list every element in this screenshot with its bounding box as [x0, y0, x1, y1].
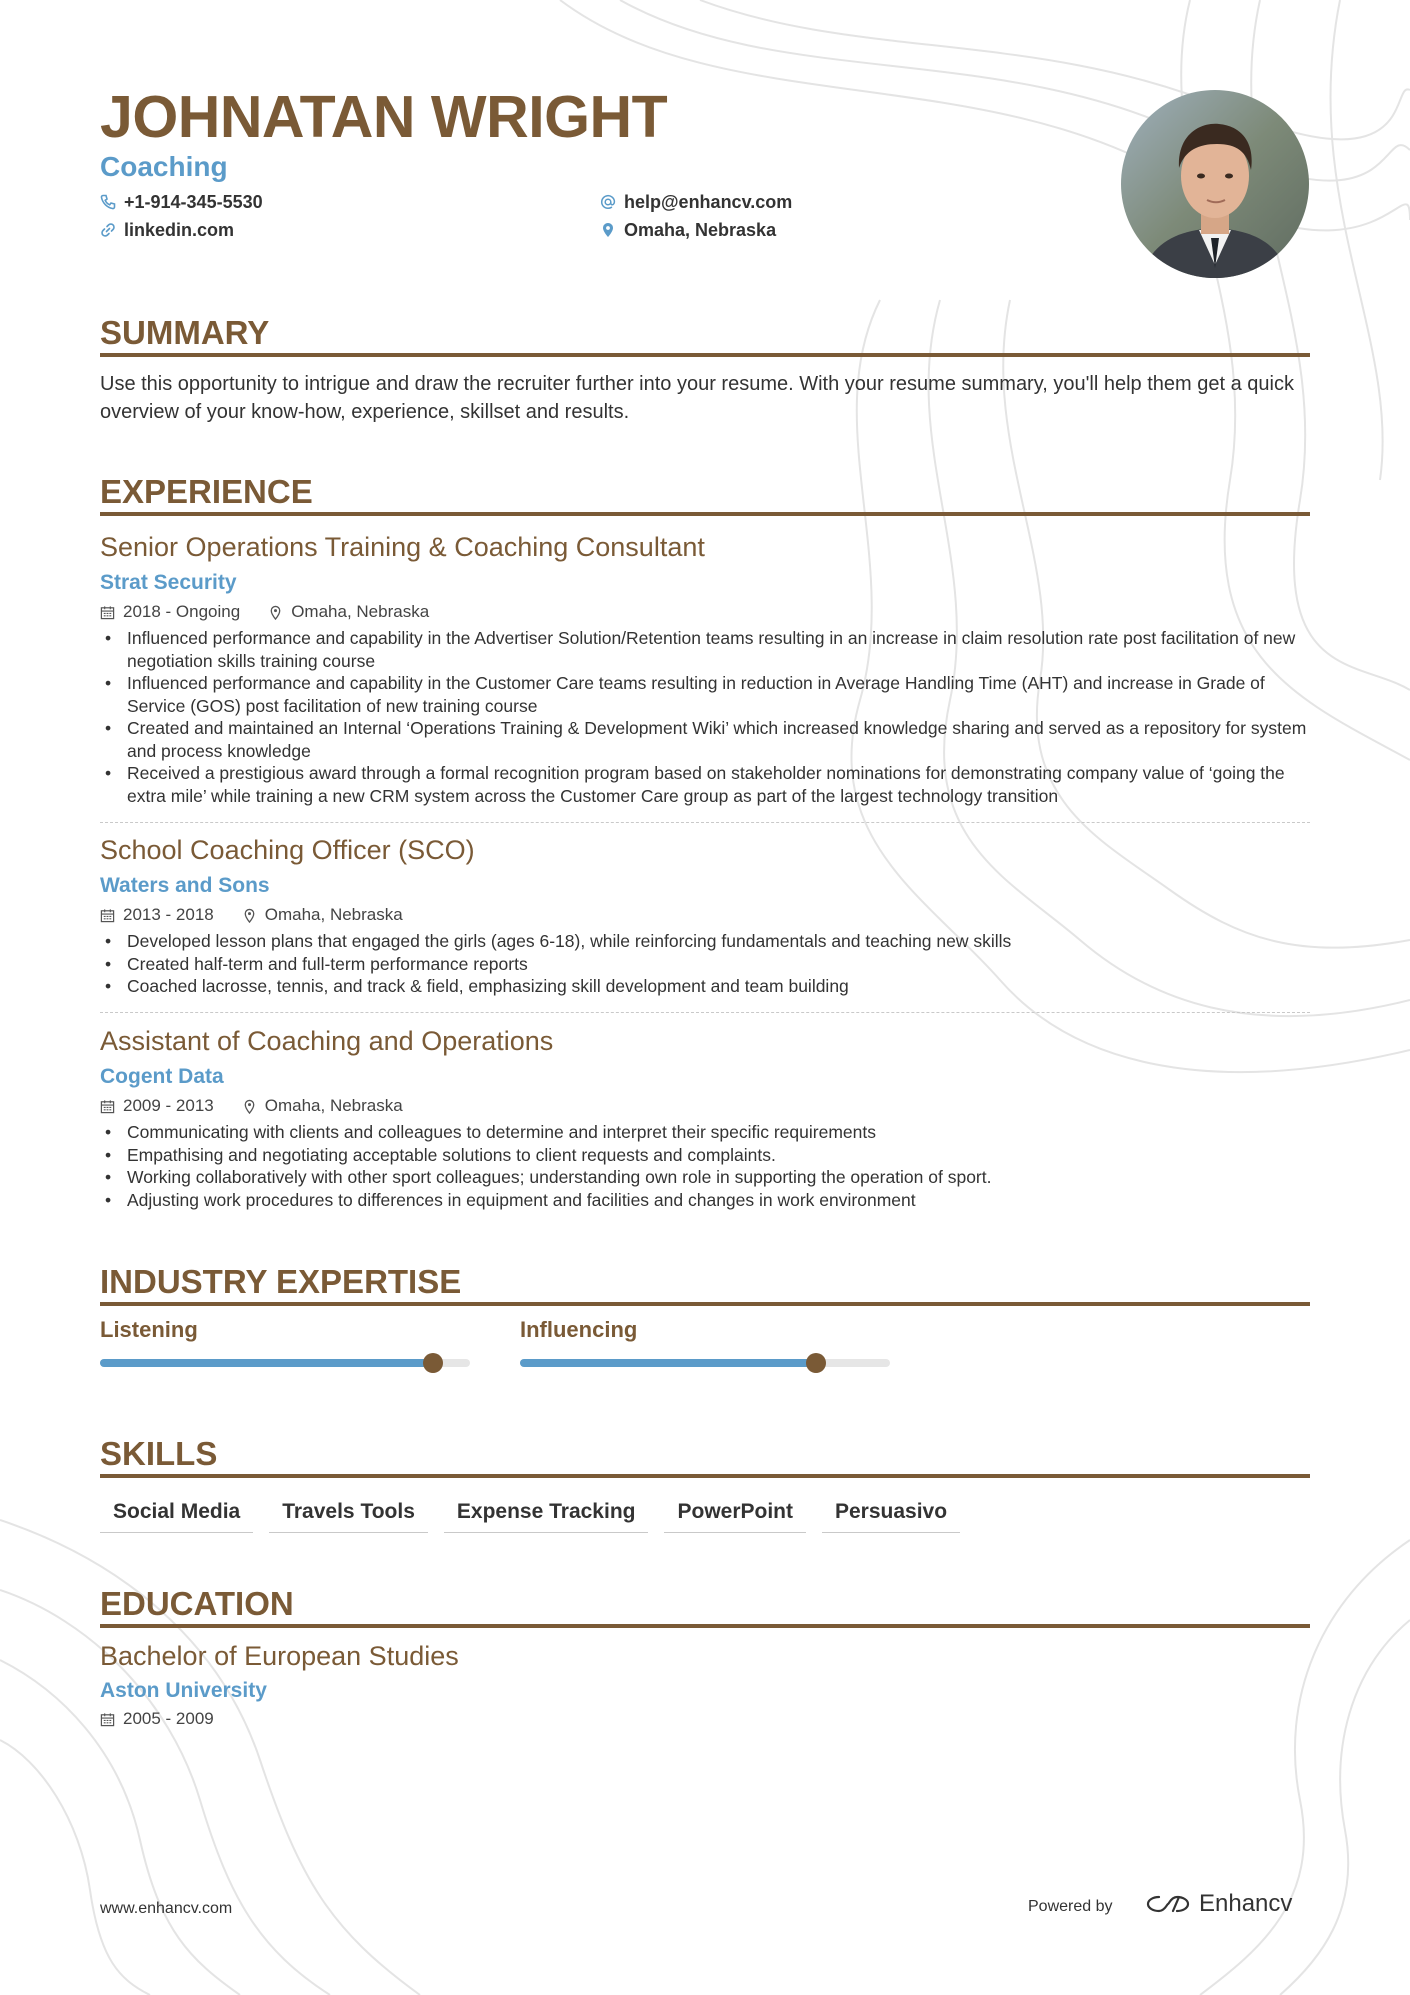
skill-tag: Social Media: [100, 1494, 253, 1533]
skill-tag: PowerPoint: [664, 1494, 806, 1533]
expertise-bar-fill: [100, 1359, 433, 1367]
expertise-bar-knob: [806, 1353, 826, 1373]
list-item: • Influenced performance and capability in the Advertiser Solution/Retention teams resulting in an increase in claim resolution rate post facilitation of new negotiation skills training course: [100, 627, 1310, 672]
brand-name: Enhancv: [1199, 1890, 1293, 1917]
job-location: Omaha, Nebraska: [264, 905, 403, 924]
calendar-icon: [100, 1099, 115, 1114]
location-pin-icon: [600, 222, 616, 238]
link-icon: [100, 222, 116, 238]
list-item: • Empathising and negotiating acceptable solutions to client requests and complaints.: [100, 1144, 1310, 1167]
list-item: • Coached lacrosse, tennis, and track & field, emphasizing skill development and team building: [100, 975, 1310, 998]
footer-url[interactable]: www.enhancv.com: [100, 1900, 233, 1917]
enhancv-logo-icon: [1145, 1892, 1191, 1916]
section-title-summary: SUMMARY: [100, 313, 1310, 357]
linkedin-text: linkedin.com: [124, 220, 235, 240]
job-bullets: [100, 1121, 1310, 1211]
degree-title: Bachelor of European Studies: [100, 1641, 459, 1671]
job-meta: [100, 1095, 403, 1117]
contact-location: [600, 219, 776, 241]
expertise-bar-listening: [100, 1359, 470, 1367]
list-item: • Adjusting work procedures to differences in equipment and facilities and changes in work environment: [100, 1189, 1310, 1212]
job-bullets: [100, 627, 1310, 807]
skills-list: [100, 1494, 960, 1533]
job-title: Senior Operations Training & Coaching Consultant: [100, 532, 705, 562]
education-meta: [100, 1708, 214, 1730]
section-title-expertise: INDUSTRY EXPERTISE: [100, 1262, 1310, 1306]
job-bullets: [100, 930, 1310, 998]
job-dates: 2013 - 2018: [123, 905, 214, 924]
school-name: Aston University: [100, 1679, 267, 1702]
phone-icon: [100, 194, 116, 210]
section-title-education: EDUCATION: [100, 1584, 1310, 1628]
section-title-skills: SKILLS: [100, 1434, 1310, 1478]
email-text: help@enhancv.com: [624, 192, 793, 212]
job-title: School Coaching Officer (SCO): [100, 835, 475, 865]
education-dates: 2005 - 2009: [123, 1709, 214, 1728]
company-name: Cogent Data: [100, 1065, 224, 1088]
list-item: • Communicating with clients and colleagues to determine and interpret their specific requirements: [100, 1121, 1310, 1144]
location-pin-icon: [268, 605, 283, 620]
skill-tag: Travels Tools: [269, 1494, 428, 1533]
location-text: Omaha, Nebraska: [624, 220, 777, 240]
expertise-label-influencing: Influencing: [520, 1317, 638, 1342]
job-dates: 2009 - 2013: [123, 1096, 214, 1115]
candidate-role: Coaching: [100, 151, 228, 182]
calendar-icon: [100, 1712, 115, 1727]
job-title: Assistant of Coaching and Operations: [100, 1026, 554, 1056]
list-item: • Created half-term and full-term performance reports: [100, 953, 1310, 976]
calendar-icon: [100, 605, 115, 620]
section-title-experience: EXPERIENCE: [100, 472, 1310, 516]
summary-text: Use this opportunity to intrigue and draw the recruiter further into your resume. With your resume summary, you'll help them get a quick overview of your know-how, experience, skillset and results.: [100, 373, 1294, 423]
contact-phone[interactable]: [100, 191, 263, 213]
powered-by-label: Powered by: [1028, 1898, 1113, 1915]
location-pin-icon: [242, 1099, 257, 1114]
expertise-label-listening: Listening: [100, 1317, 198, 1342]
candidate-name: JOHNATAN WRIGHT: [100, 84, 668, 150]
phone-text: +1-914-345-5530: [124, 192, 263, 212]
calendar-icon: [100, 908, 115, 923]
list-item: • Influenced performance and capability in the Customer Care teams resulting in reduction in Average Handling Time (AHT) and increase in Grade of Service (GOS) post facilitation of new training course: [100, 672, 1310, 717]
job-meta: [100, 904, 403, 926]
skill-tag: Expense Tracking: [444, 1494, 649, 1533]
contact-linkedin[interactable]: [100, 219, 234, 241]
company-name: Waters and Sons: [100, 874, 270, 897]
location-pin-icon: [242, 908, 257, 923]
job-location: Omaha, Nebraska: [291, 602, 430, 621]
avatar: [1121, 90, 1309, 278]
job-meta: [100, 601, 429, 623]
brand-logo[interactable]: [1145, 1890, 1292, 1918]
skill-tag: Persuasivo: [822, 1494, 960, 1533]
divider: [100, 822, 1310, 823]
resume-page: [100, 0, 1310, 1995]
company-name: Strat Security: [100, 571, 237, 594]
job-location: Omaha, Nebraska: [264, 1096, 403, 1115]
list-item: • Created and maintained an Internal ‘Operations Training & Development Wiki’ which increased knowledge sharing and served as a repository for system and process knowledge: [100, 717, 1310, 762]
list-item: • Received a prestigious award through a formal recognition program based on stakeholder nominations for demonstrating company value of ‘going the extra mile’ while training a new CRM system across the Customer Care group as part of the largest technology transition: [100, 762, 1310, 807]
expertise-bar-influencing: [520, 1359, 890, 1367]
expertise-bar-knob: [423, 1353, 443, 1373]
expertise-bar-fill: [520, 1359, 816, 1367]
contact-email[interactable]: [600, 191, 792, 213]
list-item: • Developed lesson plans that engaged the girls (ages 6-18), while reinforcing fundamentals and teaching new skills: [100, 930, 1310, 953]
job-dates: 2018 - Ongoing: [123, 602, 241, 621]
list-item: • Working collaboratively with other sport colleagues; understanding own role in supporting the operation of sport.: [100, 1166, 1310, 1189]
at-icon: [600, 194, 616, 210]
divider: [100, 1012, 1310, 1013]
